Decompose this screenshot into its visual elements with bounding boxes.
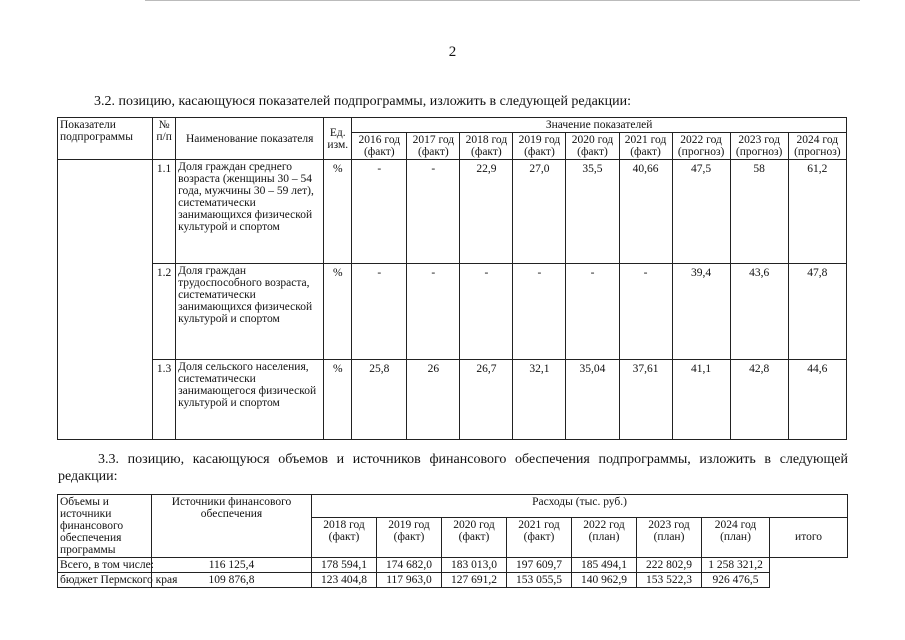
header-year-kind: (факт) (471, 146, 502, 158)
finance-source: Всего, в том числе: (58, 558, 152, 573)
finance-year-cell (312, 517, 377, 558)
indicator-unit: % (324, 264, 352, 360)
finance-year: 2020 год (453, 518, 495, 531)
finance-amount: 197 609,7 (507, 558, 572, 573)
finance-year: 2022 год (583, 518, 625, 531)
finance-year-kind: (план) (720, 530, 751, 543)
finance-year-cell (637, 517, 702, 558)
section-heading-3-3-text: 3.3. позицию, касающуюся объемов и источников финансового обеспечения подпрограммы, изложить в следующей редакции: (58, 452, 848, 484)
header-year: 2022 год (680, 134, 722, 146)
header-year-cell (566, 133, 619, 160)
finance-year-kind: (факт) (458, 530, 490, 543)
indicators-empty-cell (58, 160, 153, 440)
indicator-value: 25,8 (352, 360, 407, 440)
finance-year: 2019 год (388, 518, 430, 531)
finance-amount: 127 691,2 (442, 573, 507, 588)
indicator-number: 1.3 (153, 360, 176, 440)
indicator-number: 1.1 (153, 160, 176, 264)
header-year-kind: (прогноз) (794, 146, 841, 158)
indicator-value: - (619, 264, 672, 360)
header-year: 2024 год (796, 134, 839, 146)
header-year-cell (788, 133, 846, 160)
header-values: Значение показателей (352, 118, 847, 133)
indicator-value: - (352, 264, 407, 360)
finance-year-kind: (план) (653, 530, 685, 543)
indicator-value: 39,4 (672, 264, 730, 360)
header-sources: Источники финансового обеспечения (152, 495, 312, 558)
indicator-name: Доля сельского населения, систематически занимающегося физической культурой и спортом (176, 360, 324, 440)
header-indicators: Показатели подпрограммы (58, 118, 153, 160)
finance-amount: 123 404,8 (312, 573, 377, 588)
header-volumes: Объемы и источники финансового обеспечения программы (58, 495, 152, 558)
finance-amount: 153 055,5 (507, 573, 572, 588)
indicator-value: - (566, 264, 619, 360)
indicator-value: 32,1 (513, 360, 566, 440)
indicator-unit: % (324, 360, 352, 440)
header-year-kind: (факт) (577, 146, 608, 158)
header-year-kind: (прогноз) (735, 146, 783, 158)
finance-year-cell (442, 517, 507, 558)
header-unit: Ед. изм. (324, 118, 352, 160)
finance-year-cell (572, 517, 637, 558)
header-year: 2018 год (465, 134, 508, 146)
indicator-value: - (407, 160, 460, 264)
indicator-value: 22,9 (460, 160, 513, 264)
indicator-value: - (352, 160, 407, 264)
indicator-value: 26 (407, 360, 460, 440)
finance-year: 2023 год (648, 518, 690, 531)
finance-year-cell (507, 517, 572, 558)
indicator-value: - (513, 264, 566, 360)
indicators-table (57, 117, 847, 440)
finance-year-kind: (факт) (328, 530, 360, 543)
indicator-value: 44,6 (788, 360, 846, 440)
header-year: 2021 год (624, 134, 667, 146)
header-year: 2017 год (412, 134, 455, 146)
header-year-kind: (прогноз) (677, 146, 725, 158)
indicator-value: 43,6 (730, 264, 788, 360)
indicator-value: 40,66 (619, 160, 672, 264)
finance-amount: 183 013,0 (442, 558, 507, 573)
indicator-value: - (460, 264, 513, 360)
header-year-cell (460, 133, 513, 160)
indicator-value: 37,61 (619, 360, 672, 440)
header-no: № п/п (153, 118, 176, 160)
finance-year: 2021 год (518, 518, 560, 531)
indicator-row (58, 160, 847, 264)
finance-year-kind: (план) (588, 530, 620, 543)
header-year-cell (730, 133, 788, 160)
indicator-row (58, 264, 847, 360)
finance-total-header: итого (770, 517, 848, 558)
finance-row (58, 573, 848, 588)
finance-year-cell (377, 517, 442, 558)
indicator-value: - (407, 264, 460, 360)
indicator-value: 47,8 (788, 264, 846, 360)
indicator-value: 61,2 (788, 160, 846, 264)
header-year-cell (619, 133, 672, 160)
header-year: 2023 год (738, 134, 780, 146)
finance-amount: 222 802,9 (637, 558, 702, 573)
indicators-header-row (58, 118, 847, 133)
finance-year-cell (702, 517, 770, 558)
header-year-kind: (факт) (363, 146, 395, 158)
header-year-cell (407, 133, 460, 160)
finance-year-kind: (факт) (393, 530, 425, 543)
finance-amount: 178 594,1 (312, 558, 377, 573)
header-name: Наименование показателя (176, 118, 324, 160)
finance-header-row (58, 495, 848, 518)
header-year-kind: (факт) (524, 146, 555, 158)
indicator-value: 26,7 (460, 360, 513, 440)
indicator-number: 1.2 (153, 264, 176, 360)
header-expenses: Расходы (тыс. руб.) (312, 495, 848, 518)
indicator-name: Доля граждан среднего возраста (женщины 30 – 54 года, мужчины 30 – 59 лет), систематически занимающихся физической культурой и спортом (176, 160, 324, 264)
indicator-value: 35,5 (566, 160, 619, 264)
finance-amount: 116 125,4 (152, 558, 312, 573)
header-year-kind: (факт) (630, 146, 661, 158)
indicator-unit: % (324, 160, 352, 264)
header-year: 2019 год (518, 134, 561, 146)
header-year-cell (352, 133, 407, 160)
indicator-value: 42,8 (730, 360, 788, 440)
header-year-cell (513, 133, 566, 160)
header-year: 2016 год (358, 134, 401, 146)
finance-amount: 174 682,0 (377, 558, 442, 573)
indicator-value: 35,04 (566, 360, 619, 440)
indicator-value: 58 (730, 160, 788, 264)
finance-amount: 153 522,3 (637, 573, 702, 588)
finance-source: бюджет Пермского края (58, 573, 152, 588)
indicator-value: 27,0 (513, 160, 566, 264)
finance-amount: 140 962,9 (572, 573, 637, 588)
indicator-value: 47,5 (672, 160, 730, 264)
header-year: 2020 год (571, 134, 614, 146)
finance-amount: 117 963,0 (377, 573, 442, 588)
finance-amount: 185 494,1 (572, 558, 637, 573)
finance-row (58, 558, 848, 573)
page-number: 2 (448, 44, 457, 60)
indicator-value: 41,1 (672, 360, 730, 440)
finance-amount: 1 258 321,2 (702, 558, 770, 573)
finance-amount: 926 476,5 (702, 573, 770, 588)
section-heading-3-2: 3.2. позицию, касающуюся показателей подпрограммы, изложить в следующей редакции: (94, 94, 631, 109)
finance-amount: 109 876,8 (152, 573, 312, 588)
indicator-name: Доля граждан трудоспособного возраста, систематически занимающихся физической культурой и спортом (176, 264, 324, 360)
section-heading-3-3 (58, 451, 848, 485)
page-top-edge (145, 0, 860, 1)
finance-year-kind: (факт) (523, 530, 555, 543)
finance-table (57, 494, 848, 588)
header-year-cell (672, 133, 730, 160)
header-year-kind: (факт) (418, 146, 449, 158)
finance-year: 2018 год (323, 518, 365, 531)
indicator-row (58, 360, 847, 440)
finance-year: 2024 год (714, 518, 757, 531)
